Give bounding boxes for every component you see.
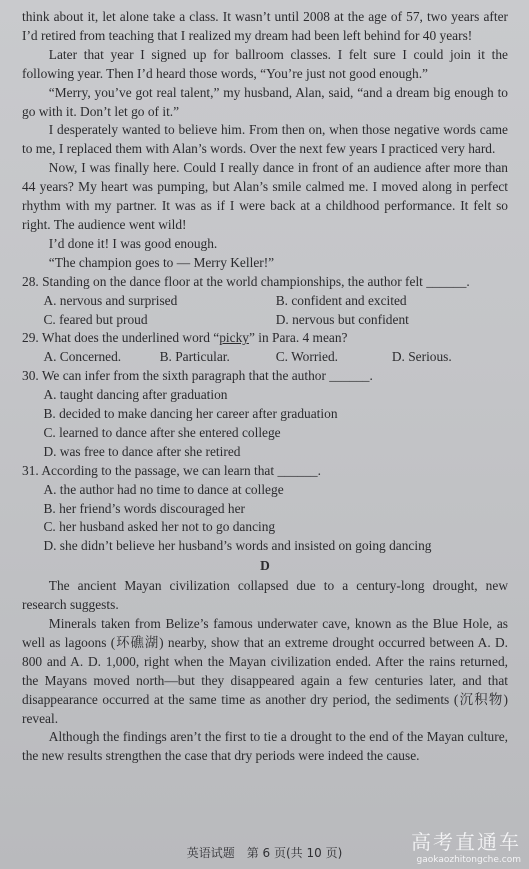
option-d: D. nervous but confident [275, 311, 409, 327]
question-stem [22, 329, 508, 348]
option-d: D. Serious. [391, 349, 452, 365]
question-30 [22, 367, 508, 462]
option-d: D. she didn’t believe her husband’s words and insisted on going dancing [43, 538, 432, 554]
watermark-url: gaokaozhitongche.com [416, 855, 521, 865]
option-c: C. her husband asked her not to go dancing [43, 519, 276, 535]
passage-paragraph: “The champion goes to — Merry Keller!” [48, 254, 275, 270]
stem-text: 29. What does the underlined word “ [22, 330, 220, 346]
section-heading: D [260, 558, 270, 574]
option-d: D. was free to dance after she retired [43, 443, 241, 459]
question-stem: 30. We can infer from the sixth paragraph that the author ______. [22, 368, 373, 384]
option-a: A. nervous and surprised [43, 292, 178, 308]
passage-paragraph: Although the findings aren’t the first to tie a drought to the end of the Mayan culture, the new results strengthen the case that dry periods were indeed the cause. [22, 729, 508, 764]
watermark-logo-text: 高考直通车 [411, 830, 521, 854]
option-a: A. taught dancing after graduation [43, 387, 228, 403]
options-row [22, 348, 508, 367]
option-c: C. learned to dance after she entered college [43, 424, 281, 440]
option-a: A. the author had no time to dance at college [43, 481, 284, 497]
question-stem: 31. According to the passage, we can learn that ______. [22, 462, 321, 478]
question-29 [22, 329, 508, 367]
option-b: B. confident and excited [275, 292, 407, 308]
stem-text: ” in Para. 4 mean? [248, 330, 348, 346]
passage-paragraph: “Merry, you’ve got real talent,” my husband, Alan, said, “and a dream big enough to go with it. Don’t let go of it.” [22, 84, 508, 119]
passage-paragraph: think about it, let alone take a class. It wasn’t until 2008 at the age of 57, two years after I’d retired from teaching that I realized my dream had been left behind for 40 years! [22, 9, 508, 43]
underlined-word: picky [219, 330, 249, 346]
passage-paragraph: The ancient Mayan civilization collapsed due to a century-long drought, new research suggests. [22, 578, 508, 613]
passage-paragraph: I desperately wanted to believe him. From then on, when those negative words came to me, I replaced them with Alan’s words. Over the next few years I practiced very hard. [22, 122, 508, 157]
question-28 [22, 273, 508, 330]
question-stem: 28. Standing on the dance floor at the world championships, the author felt ______. [22, 273, 470, 289]
option-a: A. Concerned. [43, 349, 122, 365]
options-row [22, 292, 508, 311]
passage-paragraph: Now, I was finally here. Could I really dance in front of an audience after more than 44 years? My heart was pumping, but Alan’s smile calmed me. I moved along in perfect rhythm with my partner. It was as if I were back at a childhood performance. It felt so right. The audience went wild! [22, 160, 508, 232]
options-row [22, 311, 508, 330]
option-c: C. Worried. [275, 349, 338, 365]
question-31 [22, 462, 508, 557]
passage-c-continued [22, 8, 508, 766]
watermark [411, 826, 521, 865]
passage-paragraph: Later that year I signed up for ballroom classes. I felt sure I could join it the following year. Then I’d heard those words, “You’re just not good enough.” [22, 46, 508, 81]
option-b: B. her friend’s words discouraged her [43, 500, 245, 516]
option-c: C. feared but proud [43, 311, 148, 327]
option-b: B. decided to make dancing her career after graduation [43, 406, 338, 422]
page-footer: 英语试题 第 6 页(共 10 页) [186, 846, 343, 860]
passage-paragraph: I’d done it! I was good enough. [48, 235, 218, 251]
option-b: B. Particular. [159, 349, 230, 365]
passage-paragraph: Minerals taken from Belize’s famous underwater cave, known as the Blue Hole, as well as lagoons (环礁湖) nearby, show that an extreme drought occurred between A. D. 800 and A. D. 1,000, right when the Mayan civilization ended. After the rains returned, the Mayans moved north—but they disappeared again a few centuries later, and that disappearance occurred at the same time as another dry period, the sediments (沉积物) reveal. [22, 616, 508, 726]
